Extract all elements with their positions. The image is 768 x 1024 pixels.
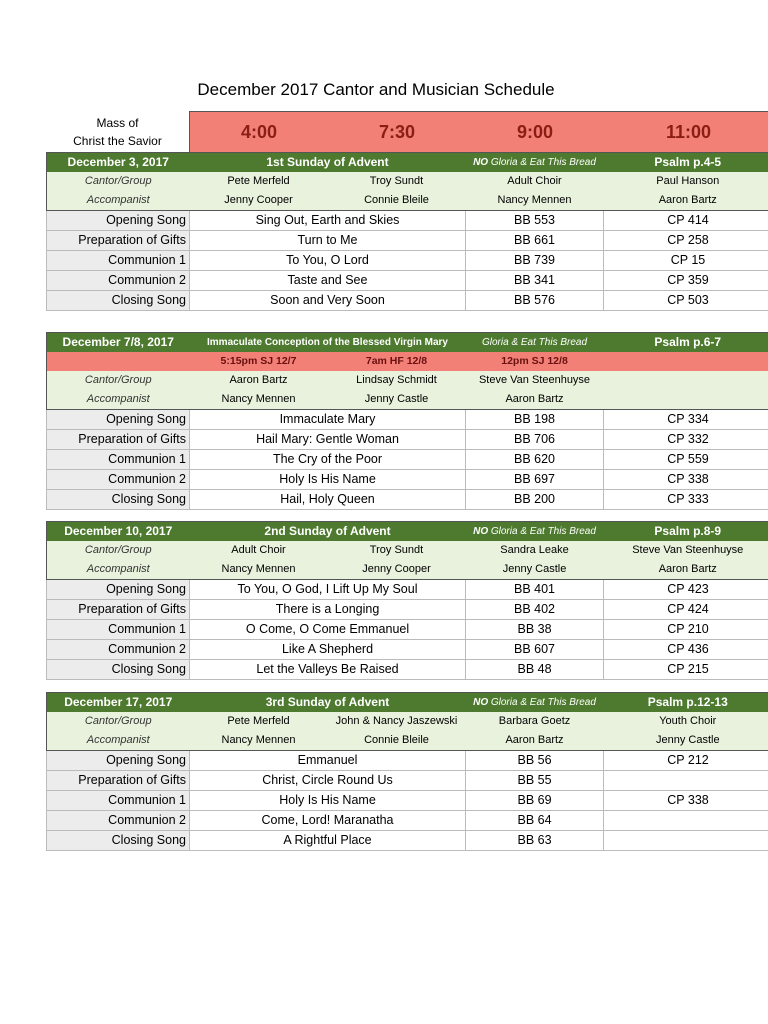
week-date: December 17, 2017 [47,693,190,713]
song-row: Communion 2 Come, Lord! Maranatha BB 64 [47,811,768,831]
mass-label-line1: Mass of [96,116,139,130]
week-psalm: Psalm p.8-9 [604,522,768,542]
accompanist-9-00: Nancy Mennen [466,191,604,211]
accompanist-4 [604,390,768,410]
time-9-00: 9:00 [466,112,604,153]
week-block-dec-7-8 [46,332,768,510]
cantor-11-00: Steve Van Steenhuyse [604,541,768,560]
song-row: Communion 1 The Cry of the Poor BB 620 CP 559 [47,450,768,470]
song-row: Communion 2 Holy Is His Name BB 697 CP 338 [47,470,768,490]
accompanist-4-00: Nancy Mennen [190,731,328,751]
mass-label-line2: Christ the Savior [73,134,162,148]
accompanist-9-00: Aaron Bartz [466,731,604,751]
song-row: Communion 1 O Come, O Come Emmanuel BB 38 CP 210 [47,620,768,640]
role-cantor: Cantor/Group [47,172,190,191]
week-occasion: 1st Sunday of Advent [190,153,466,173]
role-cantor: Cantor/Group [47,541,190,560]
accompanist-3: Aaron Bartz [466,390,604,410]
week-date: December 3, 2017 [47,153,190,173]
song-row: Preparation of Gifts Christ, Circle Round Us BB 55 [47,771,768,791]
song-row: Closing Song A Rightful Place BB 63 [47,831,768,851]
accompanist-9-00: Jenny Castle [466,560,604,580]
week-psalm: Psalm p.12-13 [604,693,768,713]
special-time-1: 5:15pm SJ 12/7 [190,352,328,371]
accompanist-2: Jenny Castle [328,390,466,410]
special-time-3: 12pm SJ 12/8 [466,352,604,371]
song-row: Communion 1 To You, O Lord BB 739 CP 15 [47,251,768,271]
time-7-30: 7:30 [328,112,466,153]
week-psalm: Psalm p.6-7 [604,333,768,353]
cantor-7-30: Troy Sundt [328,541,466,560]
time-4-00: 4:00 [190,112,329,153]
role-cantor: Cantor/Group [47,712,190,731]
cantor-11-00: Youth Choir [604,712,768,731]
week-block-dec-3 [46,152,768,311]
week-note: Gloria & Eat This Bread [466,333,604,353]
song-row: Opening Song Sing Out, Earth and Skies BB 553 CP 414 [47,211,768,231]
week-note: NO Gloria & Eat This Bread [466,153,604,173]
role-accompanist: Accompanist [47,390,190,410]
accompanist-4-00: Jenny Cooper [190,191,328,211]
song-row: Preparation of Gifts Turn to Me BB 661 CP 258 [47,231,768,251]
page-title: December 2017 Cantor and Musician Schedule [197,80,555,99]
song-row: Communion 2 Taste and See BB 341 CP 359 [47,271,768,291]
cantor-2: Lindsay Schmidt [328,371,466,390]
week-psalm: Psalm p.4-5 [604,153,768,173]
song-row: Communion 2 Like A Shepherd BB 607 CP 436 [47,640,768,660]
song-row: Opening Song Immaculate Mary BB 198 CP 334 [47,410,768,430]
cantor-9-00: Adult Choir [466,172,604,191]
cantor-4-00: Adult Choir [190,541,328,560]
song-row: Closing Song Hail, Holy Queen BB 200 CP 333 [47,490,768,510]
accompanist-7-30: Connie Bleile [328,731,466,751]
role-accompanist: Accompanist [47,560,190,580]
song-row: Preparation of Gifts There is a Longing BB 402 CP 424 [47,600,768,620]
cantor-4 [604,371,768,390]
mass-times-header [46,111,768,153]
cantor-9-00: Barbara Goetz [466,712,604,731]
accompanist-11-00: Jenny Castle [604,731,768,751]
week-date: December 10, 2017 [47,522,190,542]
role-accompanist: Accompanist [47,191,190,211]
week-block-dec-17 [46,692,768,851]
accompanist-7-30: Jenny Cooper [328,560,466,580]
cantor-3: Steve Van Steenhuyse [466,371,604,390]
week-occasion: 2nd Sunday of Advent [190,522,466,542]
cantor-1: Aaron Bartz [190,371,328,390]
cantor-7-30: John & Nancy Jaszewski [328,712,466,731]
cantor-4-00: Pete Merfeld [190,172,328,191]
accompanist-7-30: Connie Bleile [328,191,466,211]
song-row: Preparation of Gifts Hail Mary: Gentle Woman BB 706 CP 332 [47,430,768,450]
cantor-7-30: Troy Sundt [328,172,466,191]
cantor-9-00: Sandra Leake [466,541,604,560]
accompanist-1: Nancy Mennen [190,390,328,410]
week-occasion: 3rd Sunday of Advent [190,693,466,713]
song-row: Communion 1 Holy Is His Name BB 69 CP 338 [47,791,768,811]
week-block-dec-10 [46,521,768,680]
special-time-2: 7am HF 12/8 [328,352,466,371]
time-11-00: 11:00 [604,112,768,153]
song-row: Closing Song Let the Valleys Be Raised BB 48 CP 215 [47,660,768,680]
week-occasion: Immaculate Conception of the Blessed Virgin Mary [190,333,466,353]
accompanist-11-00: Aaron Bartz [604,191,768,211]
song-row: Opening Song Emmanuel BB 56 CP 212 [47,751,768,771]
cantor-4-00: Pete Merfeld [190,712,328,731]
song-row: Closing Song Soon and Very Soon BB 576 CP 503 [47,291,768,311]
week-date: December 7/8, 2017 [47,333,190,353]
role-accompanist: Accompanist [47,731,190,751]
role-cantor: Cantor/Group [47,371,190,390]
accompanist-4-00: Nancy Mennen [190,560,328,580]
song-row: Opening Song To You, O God, I Lift Up My Soul BB 401 CP 423 [47,580,768,600]
week-note: NO Gloria & Eat This Bread [466,693,604,713]
accompanist-11-00: Aaron Bartz [604,560,768,580]
mass-label [46,112,190,153]
cantor-11-00: Paul Hanson [604,172,768,191]
week-note: NO Gloria & Eat This Bread [466,522,604,542]
